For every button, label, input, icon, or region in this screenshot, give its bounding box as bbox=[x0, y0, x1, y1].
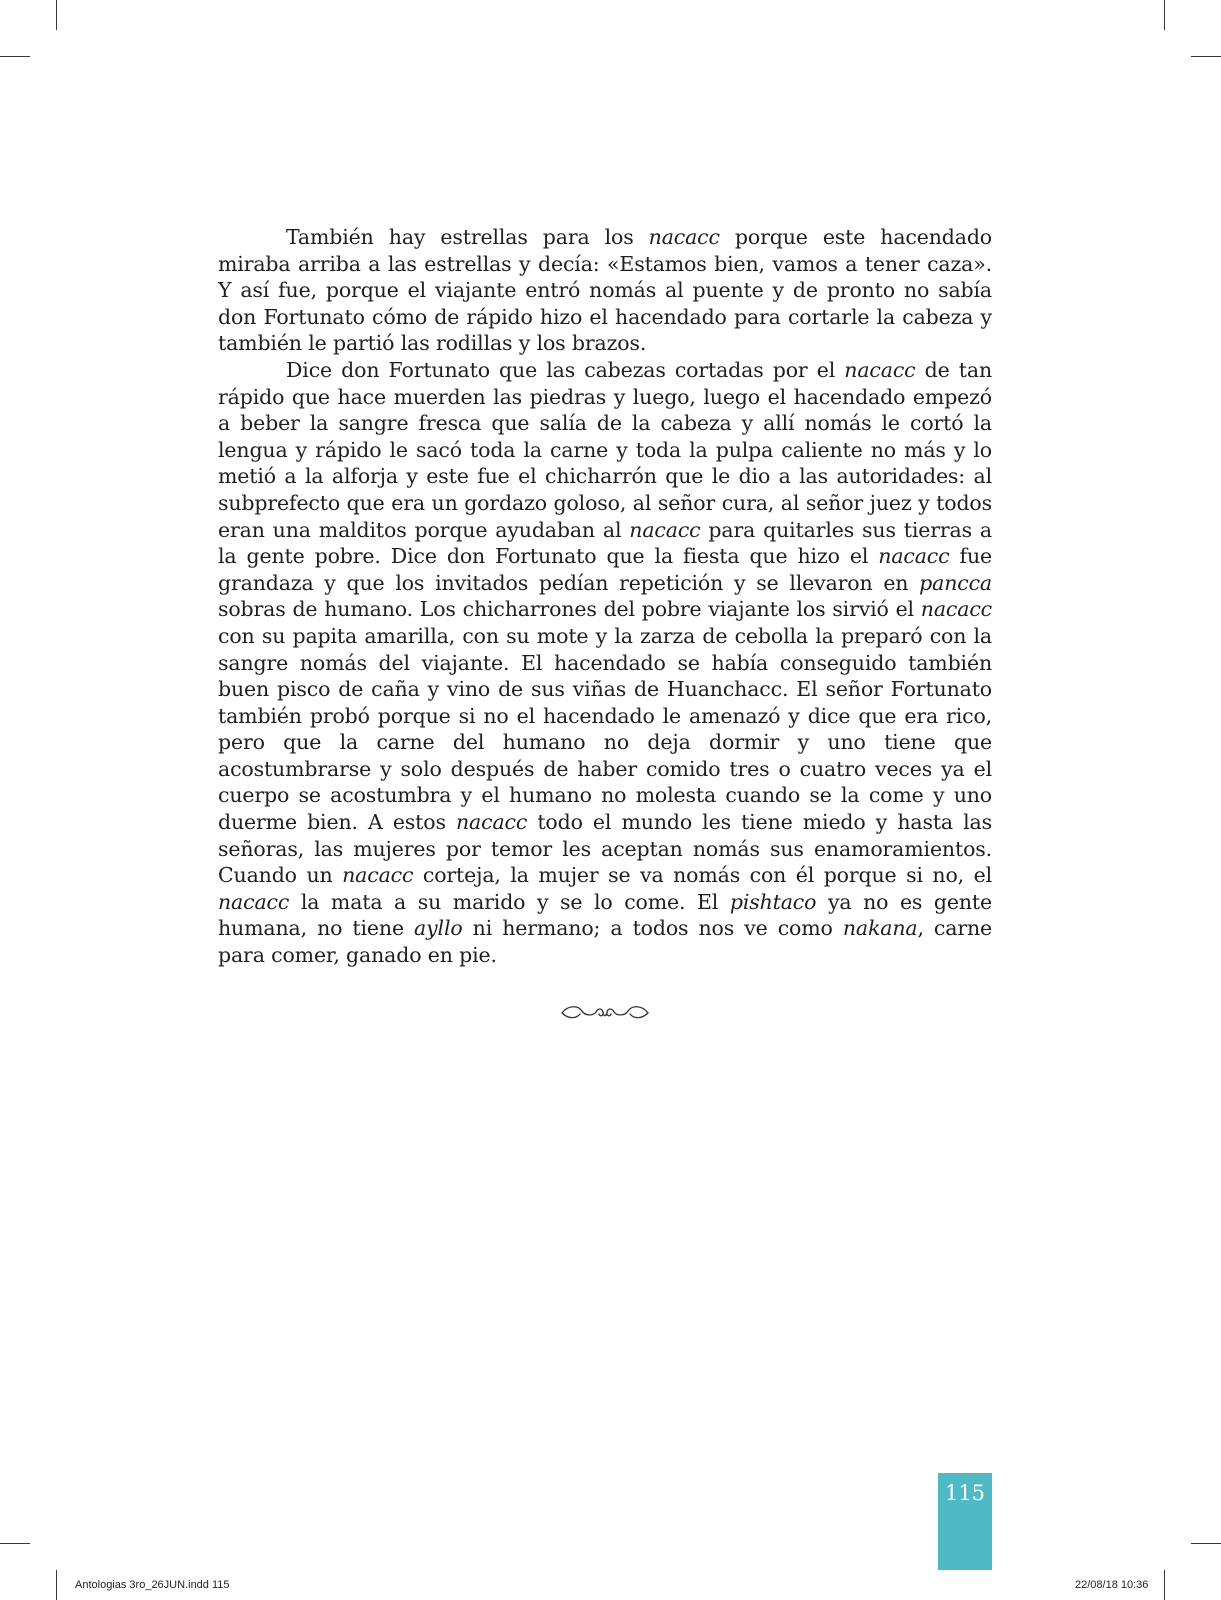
body-text bbox=[218, 224, 992, 969]
italic-term: pishtaco bbox=[729, 889, 817, 914]
crop-mark-bottom-right bbox=[1164, 1570, 1165, 1600]
text-run: corteja, la mujer se va nomás con él porque si no, el bbox=[413, 863, 992, 888]
flourish-ornament-icon bbox=[560, 1002, 650, 1024]
text-run: todo el mundo les tiene miedo y hasta las señoras, las mujeres por temor les aceptan nomás sus enamoramientos. Cuando un bbox=[218, 810, 992, 888]
text-run: de tan rápido que hace muerden las piedras y luego, luego el hacendado empezó a beber la sangre fresca que salía de la cabeza y allí nomás le cortó la lengua y rápido le sacó toda la carne y toda la pulpa caliente no más y lo metió a la alforja y este fue el chicharrón que le dio a las autoridades: al subprefecto que era un gordazo goloso, al señor cura, al señor juez y todos eran una malditos porque ayudaban al bbox=[218, 357, 992, 542]
page-number: 115 bbox=[944, 1481, 986, 1505]
italic-term: nacacc bbox=[455, 810, 528, 835]
crop-mark-bottom-right-horizontal bbox=[1191, 1543, 1221, 1544]
crop-mark-top-right bbox=[1164, 0, 1165, 30]
italic-term: nacacc bbox=[218, 889, 290, 914]
italic-term: nacacc bbox=[342, 863, 414, 888]
text-run: la mata a su marido y se lo come. El bbox=[289, 889, 730, 914]
text-run: , carne para comer, ganado en pie. bbox=[218, 916, 992, 968]
italic-term: nacacc bbox=[920, 597, 992, 622]
text-run: ya no es gente humana, no tiene bbox=[218, 889, 992, 941]
italic-term: pancca bbox=[919, 570, 992, 595]
page-number-tab bbox=[938, 1473, 992, 1570]
slug-datetime: 22/08/18 10:36 bbox=[1075, 1579, 1149, 1591]
text-run: fue grandaza y que los invitados pedían repetición y se llevaron en bbox=[218, 544, 992, 595]
italic-term: nakana bbox=[842, 916, 918, 941]
text-run: porque este hacendado miraba arriba a las estrellas y decía: «Estamos bien, vamos a tener caza». Y así fue, porque el viajante entró nomás al puente y de pronto no sabía don Fortunato cómo de rápido hizo el hacendado para cortarle la cabeza y también le partió las rodillas y los brazos. bbox=[218, 225, 993, 356]
text-run: con su papita amarilla, con su mote y la zarza de cebolla la preparó con la sangre nomás del viajante. El hacendado se había conseguido también buen pisco de caña y vino de sus viñas de Huanchacc. El señor Fortunato también probó porque si no el hacendado le amenazó y dice que era rico, pero que la carne del humano no deja dormir y uno tiene que acostumbrarse y solo después de haber comido tres o cuatro veces ya el cuerpo se acostumbra y el humano no molesta cuando se la come y uno duerme bien. A estos bbox=[218, 623, 992, 835]
text-run: Dice don Fortunato que las cabezas cortadas por el bbox=[286, 357, 845, 382]
italic-term: nacacc bbox=[878, 544, 950, 569]
crop-mark-top-left-horizontal bbox=[0, 56, 30, 57]
crop-mark-bottom-left-horizontal bbox=[0, 1543, 30, 1544]
text-run: para quitarles sus tierras a la gente pobre. Dice don Fortunato que la fiesta que hizo el bbox=[218, 517, 992, 569]
crop-mark-bottom-left bbox=[56, 1570, 57, 1600]
text-run: sobras de humano. Los chicharrones del pobre viajante los sirvió el bbox=[218, 597, 921, 622]
text-run: ni hermano; a todos nos ve como bbox=[462, 916, 843, 941]
crop-mark-top-right-horizontal bbox=[1191, 56, 1221, 57]
italic-term: nacacc bbox=[844, 357, 916, 382]
text-run: También hay estrellas para los bbox=[286, 225, 649, 249]
italic-term: ayllo bbox=[414, 916, 463, 941]
paragraph-1 bbox=[218, 224, 992, 357]
italic-term: nacacc bbox=[629, 517, 701, 542]
slug-filename: Antologias 3ro_26JUN.indd 115 bbox=[75, 1579, 230, 1591]
paragraph-2 bbox=[218, 357, 992, 969]
italic-term: nacacc bbox=[648, 225, 720, 249]
crop-mark-top-left bbox=[56, 0, 57, 30]
